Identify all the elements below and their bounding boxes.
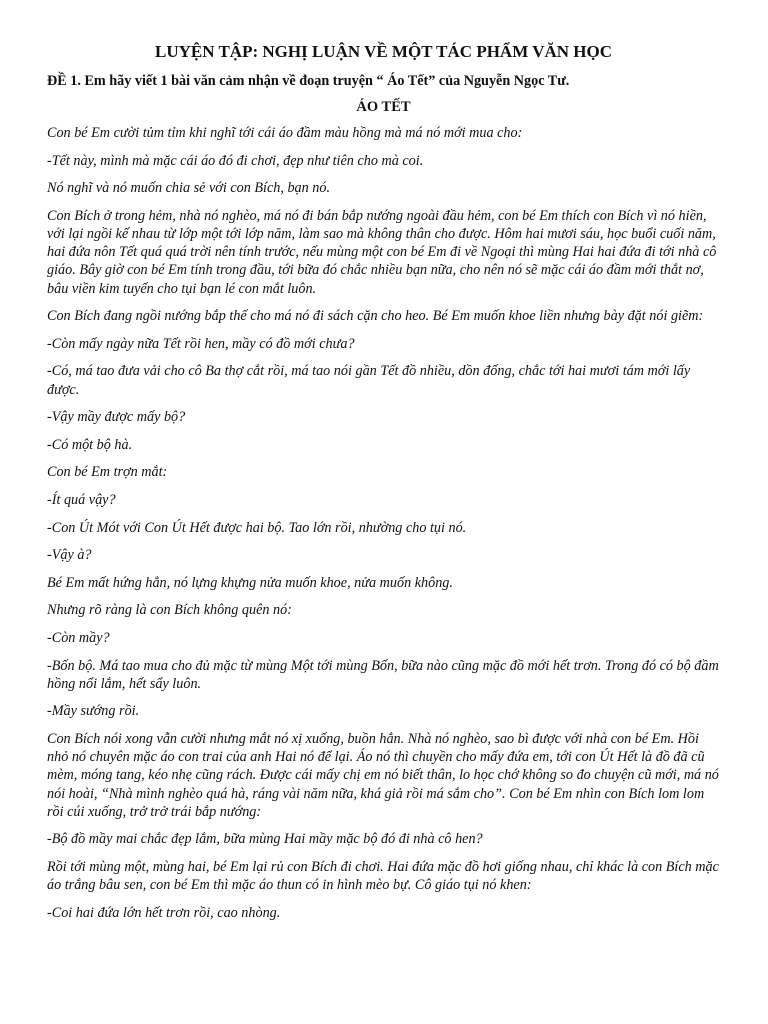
story-paragraph: Con Bích nói xong vẫn cười nhưng mắt nó xị xuống, buồn hẳn. Nhà nó nghèo, sao bì được với nhà con bé Em. Hồi nhỏ nó chuyên mặc áo con trai của anh Hai nó để lại. Áo nó thì chuyền cho mấy đứa em, tới con Út Hết là đồ đã cũ mèm, móng tang, kéo nhẹ cũng rách. Được cái mấy chị em nó biết thân, lo học chớ không so đo chuyện cũ mới, má nó nói hoài, “Nhà mình nghèo quá hà, ráng vài năm nữa, khá giả rồi má sắm cho”. Con bé Em nhìn con Bích lom lom rồi cúi xuống, trở trở trái bắp nướng:	[47, 730, 719, 820]
story-paragraph: Rồi tới mùng một, mùng hai, bé Em lại rủ con Bích đi chơi. Hai đứa mặc đồ hơi giống nhau, chỉ khác là con Bích mặc áo trắng bâu sen, con bé Em thì mặc áo thun có in hình mèo bự. Cô giáo tụi nó khen:	[47, 858, 719, 894]
story-paragraph: -Coi hai đứa lớn hết trơn rồi, cao nhòng.	[47, 904, 281, 921]
story-paragraph: -Con Út Mót với Con Út Hết được hai bộ. Tao lớn rồi, nhường cho tụi nó.	[47, 519, 467, 536]
story-paragraph: Con bé Em cười tủm tỉm khi nghĩ tới cái áo đầm màu hồng mà má nó mới mua cho:	[47, 125, 523, 141]
story-paragraph: -Còn mầy?	[47, 629, 110, 646]
story-paragraph: -Tết này, mình mà mặc cái áo đó đi chơi, đẹp như tiên cho mà coi.	[47, 152, 424, 169]
document-title: LUYỆN TẬP: NGHỊ LUẬN VỀ MỘT TÁC PHẨM VĂN HỌC	[155, 42, 612, 61]
story-paragraph: Con Bích đang ngồi nướng bắp thế cho má nó đi sách cặn cho heo. Bé Em muốn khoe liền nhưng bày đặt nói giẽm:	[47, 308, 704, 325]
story-paragraph: -Bốn bộ. Má tao mua cho đủ mặc từ mùng Một tới mùng Bốn, bữa nào cũng mặc đồ mới hết trơn. Trong đó có bộ đầm hồng nổi lắm, hết sẩy luôn.	[47, 657, 719, 692]
story-title: ÁO TẾT	[356, 99, 411, 115]
story-paragraph: -Còn mấy ngày nữa Tết rồi hen, mầy có đồ mới chưa?	[47, 335, 355, 352]
story-paragraph: Con bé Em trợn mắt:	[47, 464, 168, 481]
story-paragraph: Con Bích ở trong hẻm, nhà nó nghèo, má nó đi bán bắp nướng ngoài đầu hẻm, con bé Em thích con Bích vì nó hiền, với lại ngồi kế nhau từ lớp một tới lớp năm, làm sao mà không thân cho được. Hôm hai mươi sáu, học buổi cuối năm, hai đứa nôn Tết quá quá trời nên tính trước, nếu mùng một con bé Em đi về Ngoại thì mùng Hai hai đứa đi tới nhà cô giáo. Bây giờ con bé Em tính trong đầu, tới bữa đó chắc nhiều bạn nữa, cho nên nó sẽ mặc cái áo đầm mới thắt nơ, bâu viền kim tuyến cho tụi bạn lé con mắt luôn.	[47, 207, 717, 297]
story-paragraph: -Có, má tao đưa vải cho cô Ba thợ cắt rồi, má tao nói gần Tết đồ nhiều, dồn đống, chắc tới hai mươi tám mới lấy được.	[47, 363, 691, 398]
story-paragraph: -Có một bộ hà.	[47, 436, 133, 453]
story-paragraph: Nhưng rõ ràng là con Bích không quên nó:	[47, 602, 292, 619]
story-paragraph: -Bộ đồ mầy mai chắc đẹp lắm, bữa mùng Hai mầy mặc bộ đó đi nhà cô hen?	[47, 831, 483, 848]
story-paragraph: -Ít quá vậy?	[47, 491, 116, 508]
story-paragraph: Nó nghĩ và nó muốn chia sẻ với con Bích, bạn nó.	[47, 180, 331, 197]
story-paragraph: -Vậy à?	[47, 547, 92, 564]
story-paragraph: -Vậy mầy được mấy bộ?	[47, 409, 186, 426]
story-paragraph: -Mầy sướng rồi.	[47, 703, 140, 720]
story-body	[47, 124, 720, 922]
assignment-prompt: ĐỀ 1. Em hãy viết 1 bài văn cảm nhận về đoạn truyện “ Áo Tết” của Nguyễn Ngọc Tư.	[47, 73, 570, 89]
story-paragraph: Bé Em mất hứng hẳn, nó lựng khựng nửa muốn khoe, nửa muốn không.	[47, 574, 453, 591]
